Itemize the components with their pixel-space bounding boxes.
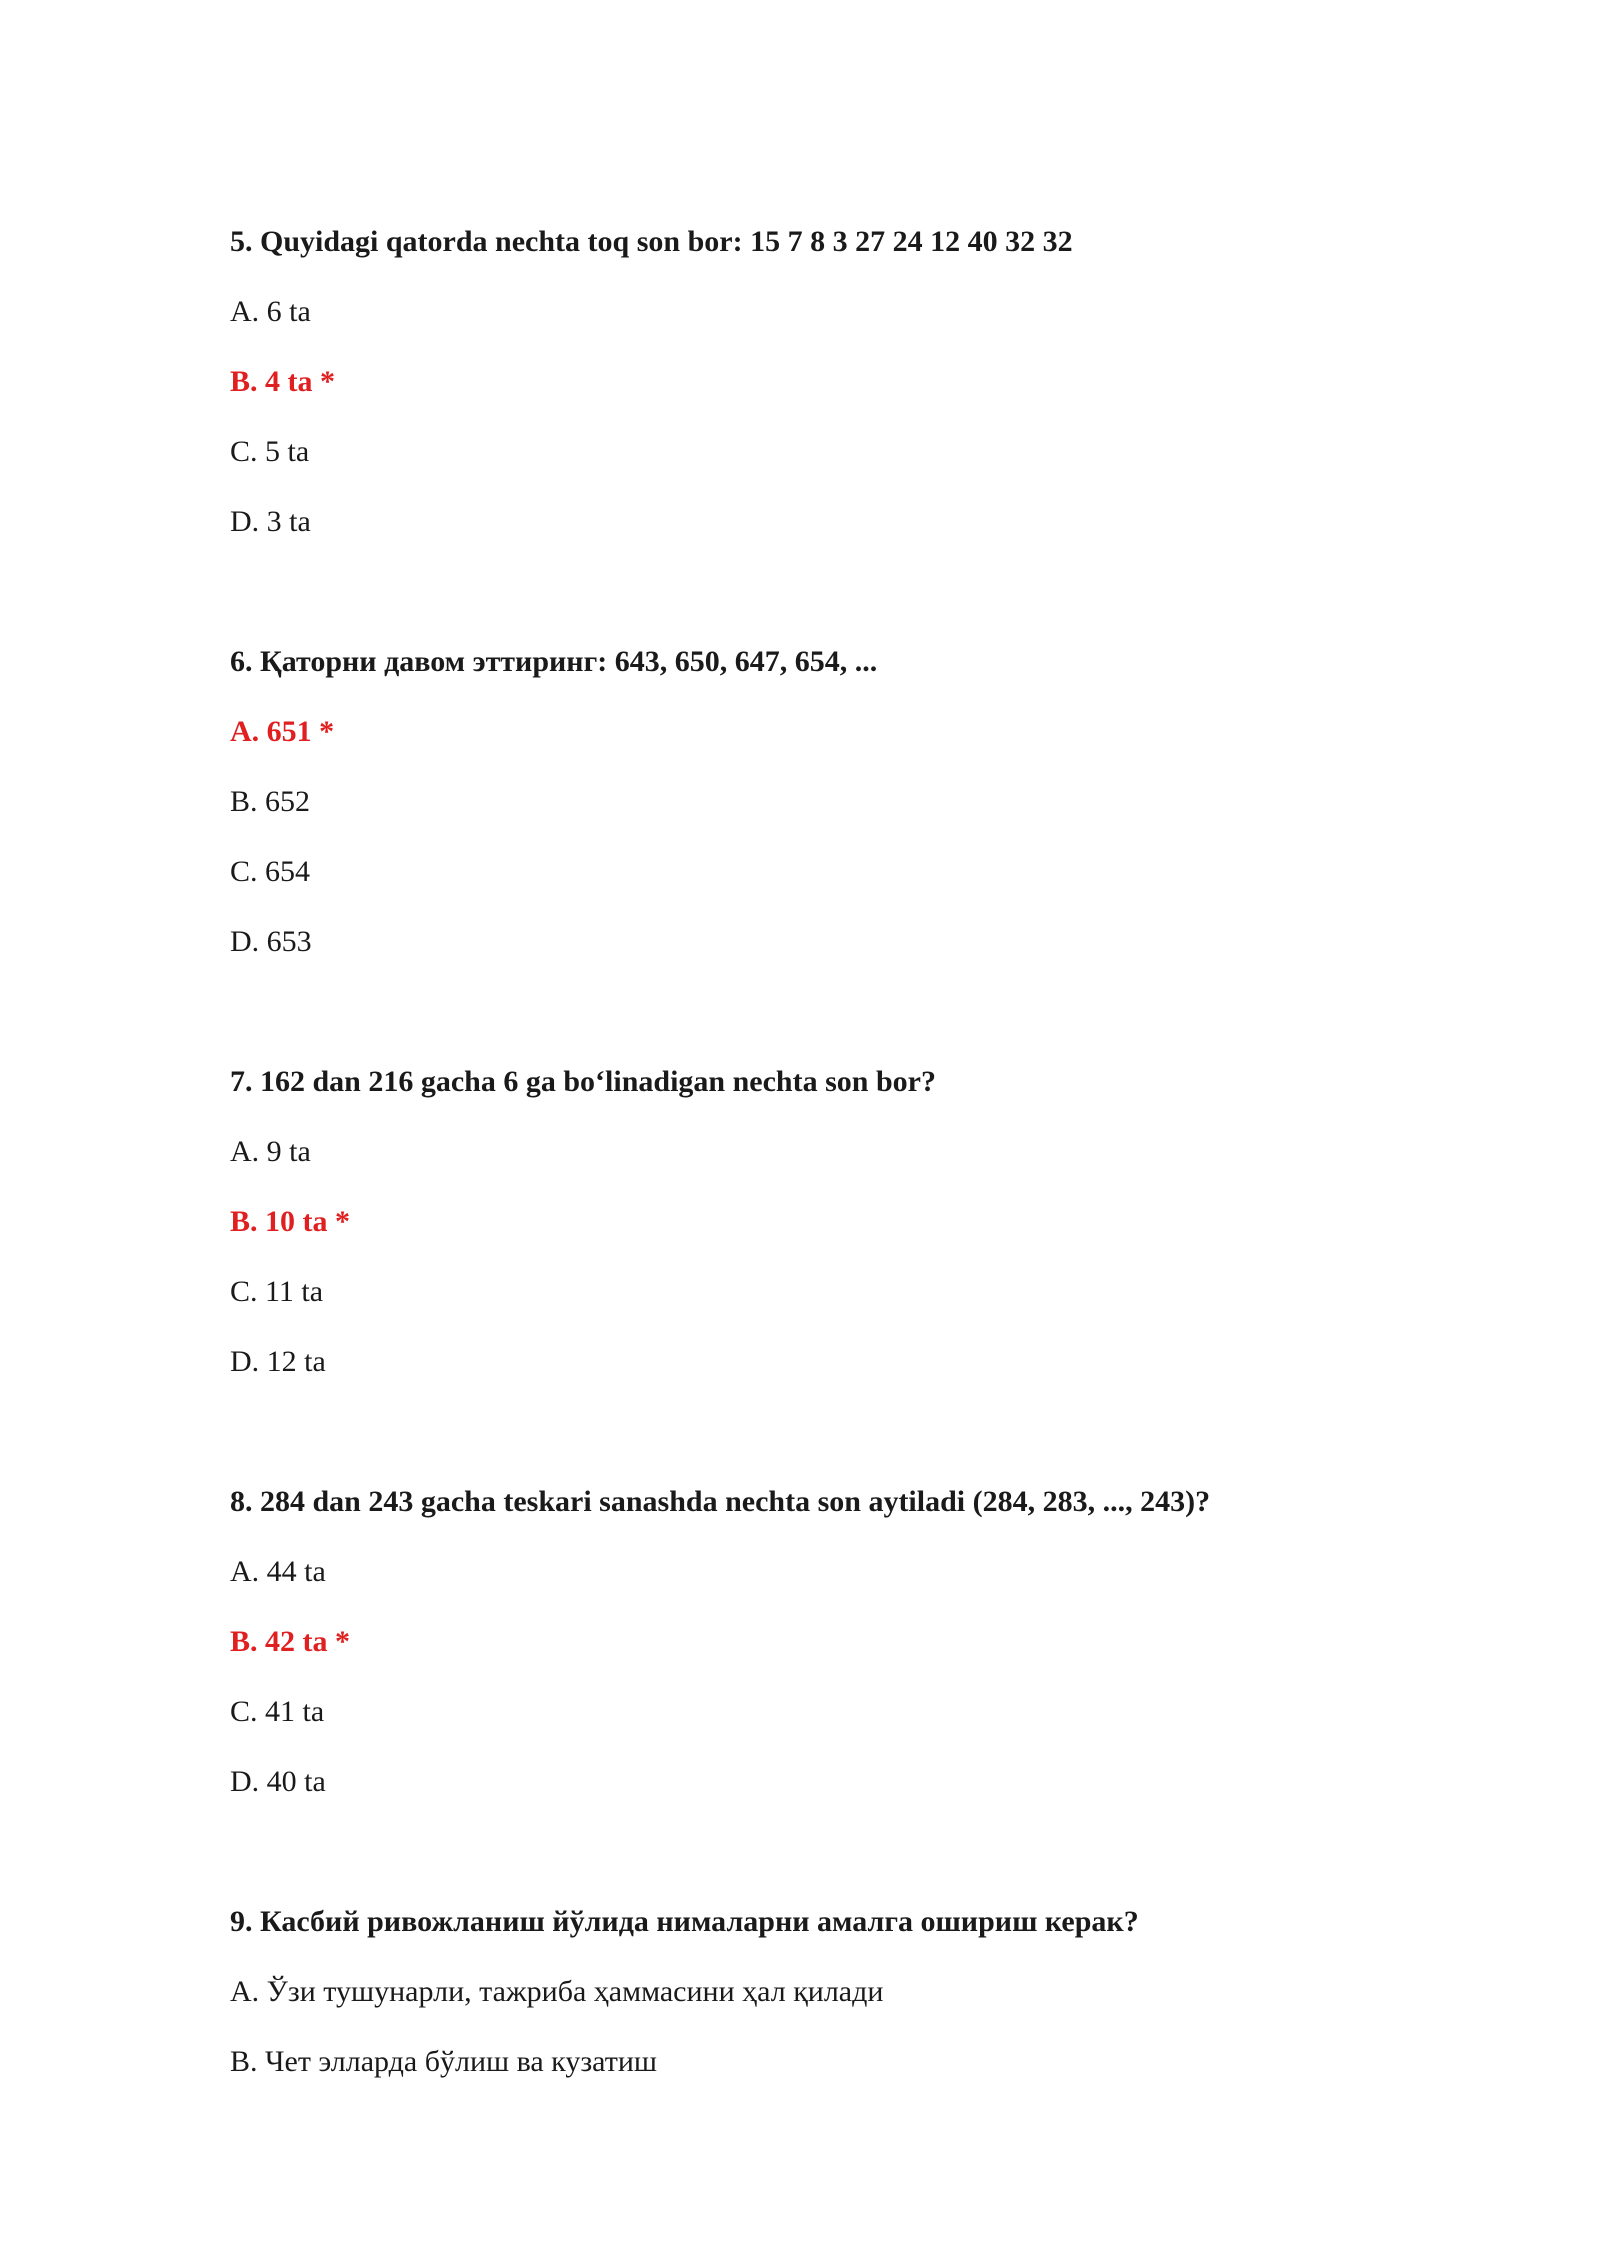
option-b-correct: B. 42 ta * <box>230 1625 350 1658</box>
option-a: A. 9 ta <box>230 1135 311 1168</box>
question-text: 5. Quyidagi qatorda nechta toq son bor: 15 7 8 3 27 24 12 40 32 32 <box>230 225 1073 258</box>
option-b: B. 652 <box>230 785 311 818</box>
question-9 <box>230 1902 1410 2082</box>
option-a-correct: A. 651 * <box>230 715 335 748</box>
option-b-correct: B. 10 ta * <box>230 1205 350 1238</box>
option-c: C. 654 <box>230 855 311 888</box>
option-c: C. 11 ta <box>230 1275 324 1308</box>
option-d: D. 653 <box>230 925 312 958</box>
option-d: D. 3 ta <box>230 505 311 538</box>
option-d: D. 40 ta <box>230 1765 326 1798</box>
question-text: 7. 162 dan 216 gacha 6 ga bo‘linadigan nechta son bor? <box>230 1065 936 1098</box>
question-7 <box>230 1062 1410 1382</box>
option-a: A. 6 ta <box>230 295 311 328</box>
question-text: 9. Касбий ривожланиш йўлида нималарни амалга ошириш керак? <box>230 1905 1139 1938</box>
option-a: A. 44 ta <box>230 1555 326 1588</box>
option-d: D. 12 ta <box>230 1345 326 1378</box>
question-8 <box>230 1482 1410 1802</box>
question-text: 6. Қаторни давом эттиринг: 643, 650, 647, 654, ... <box>230 645 878 678</box>
question-6 <box>230 642 1410 962</box>
question-text: 8. 284 dan 243 gacha teskari sanashda nechta son aytiladi (284, 283, ..., 243)? <box>230 1485 1211 1518</box>
option-b: B. Чет элларда бўлиш ва кузатиш <box>230 2045 657 2078</box>
option-c: C. 5 ta <box>230 435 310 468</box>
option-b-correct: B. 4 ta * <box>230 365 335 398</box>
option-c: C. 41 ta <box>230 1695 325 1728</box>
option-a: A. Ўзи тушунарли, тажриба ҳаммасини ҳал қилади <box>230 1975 884 2008</box>
question-5 <box>230 222 1410 542</box>
